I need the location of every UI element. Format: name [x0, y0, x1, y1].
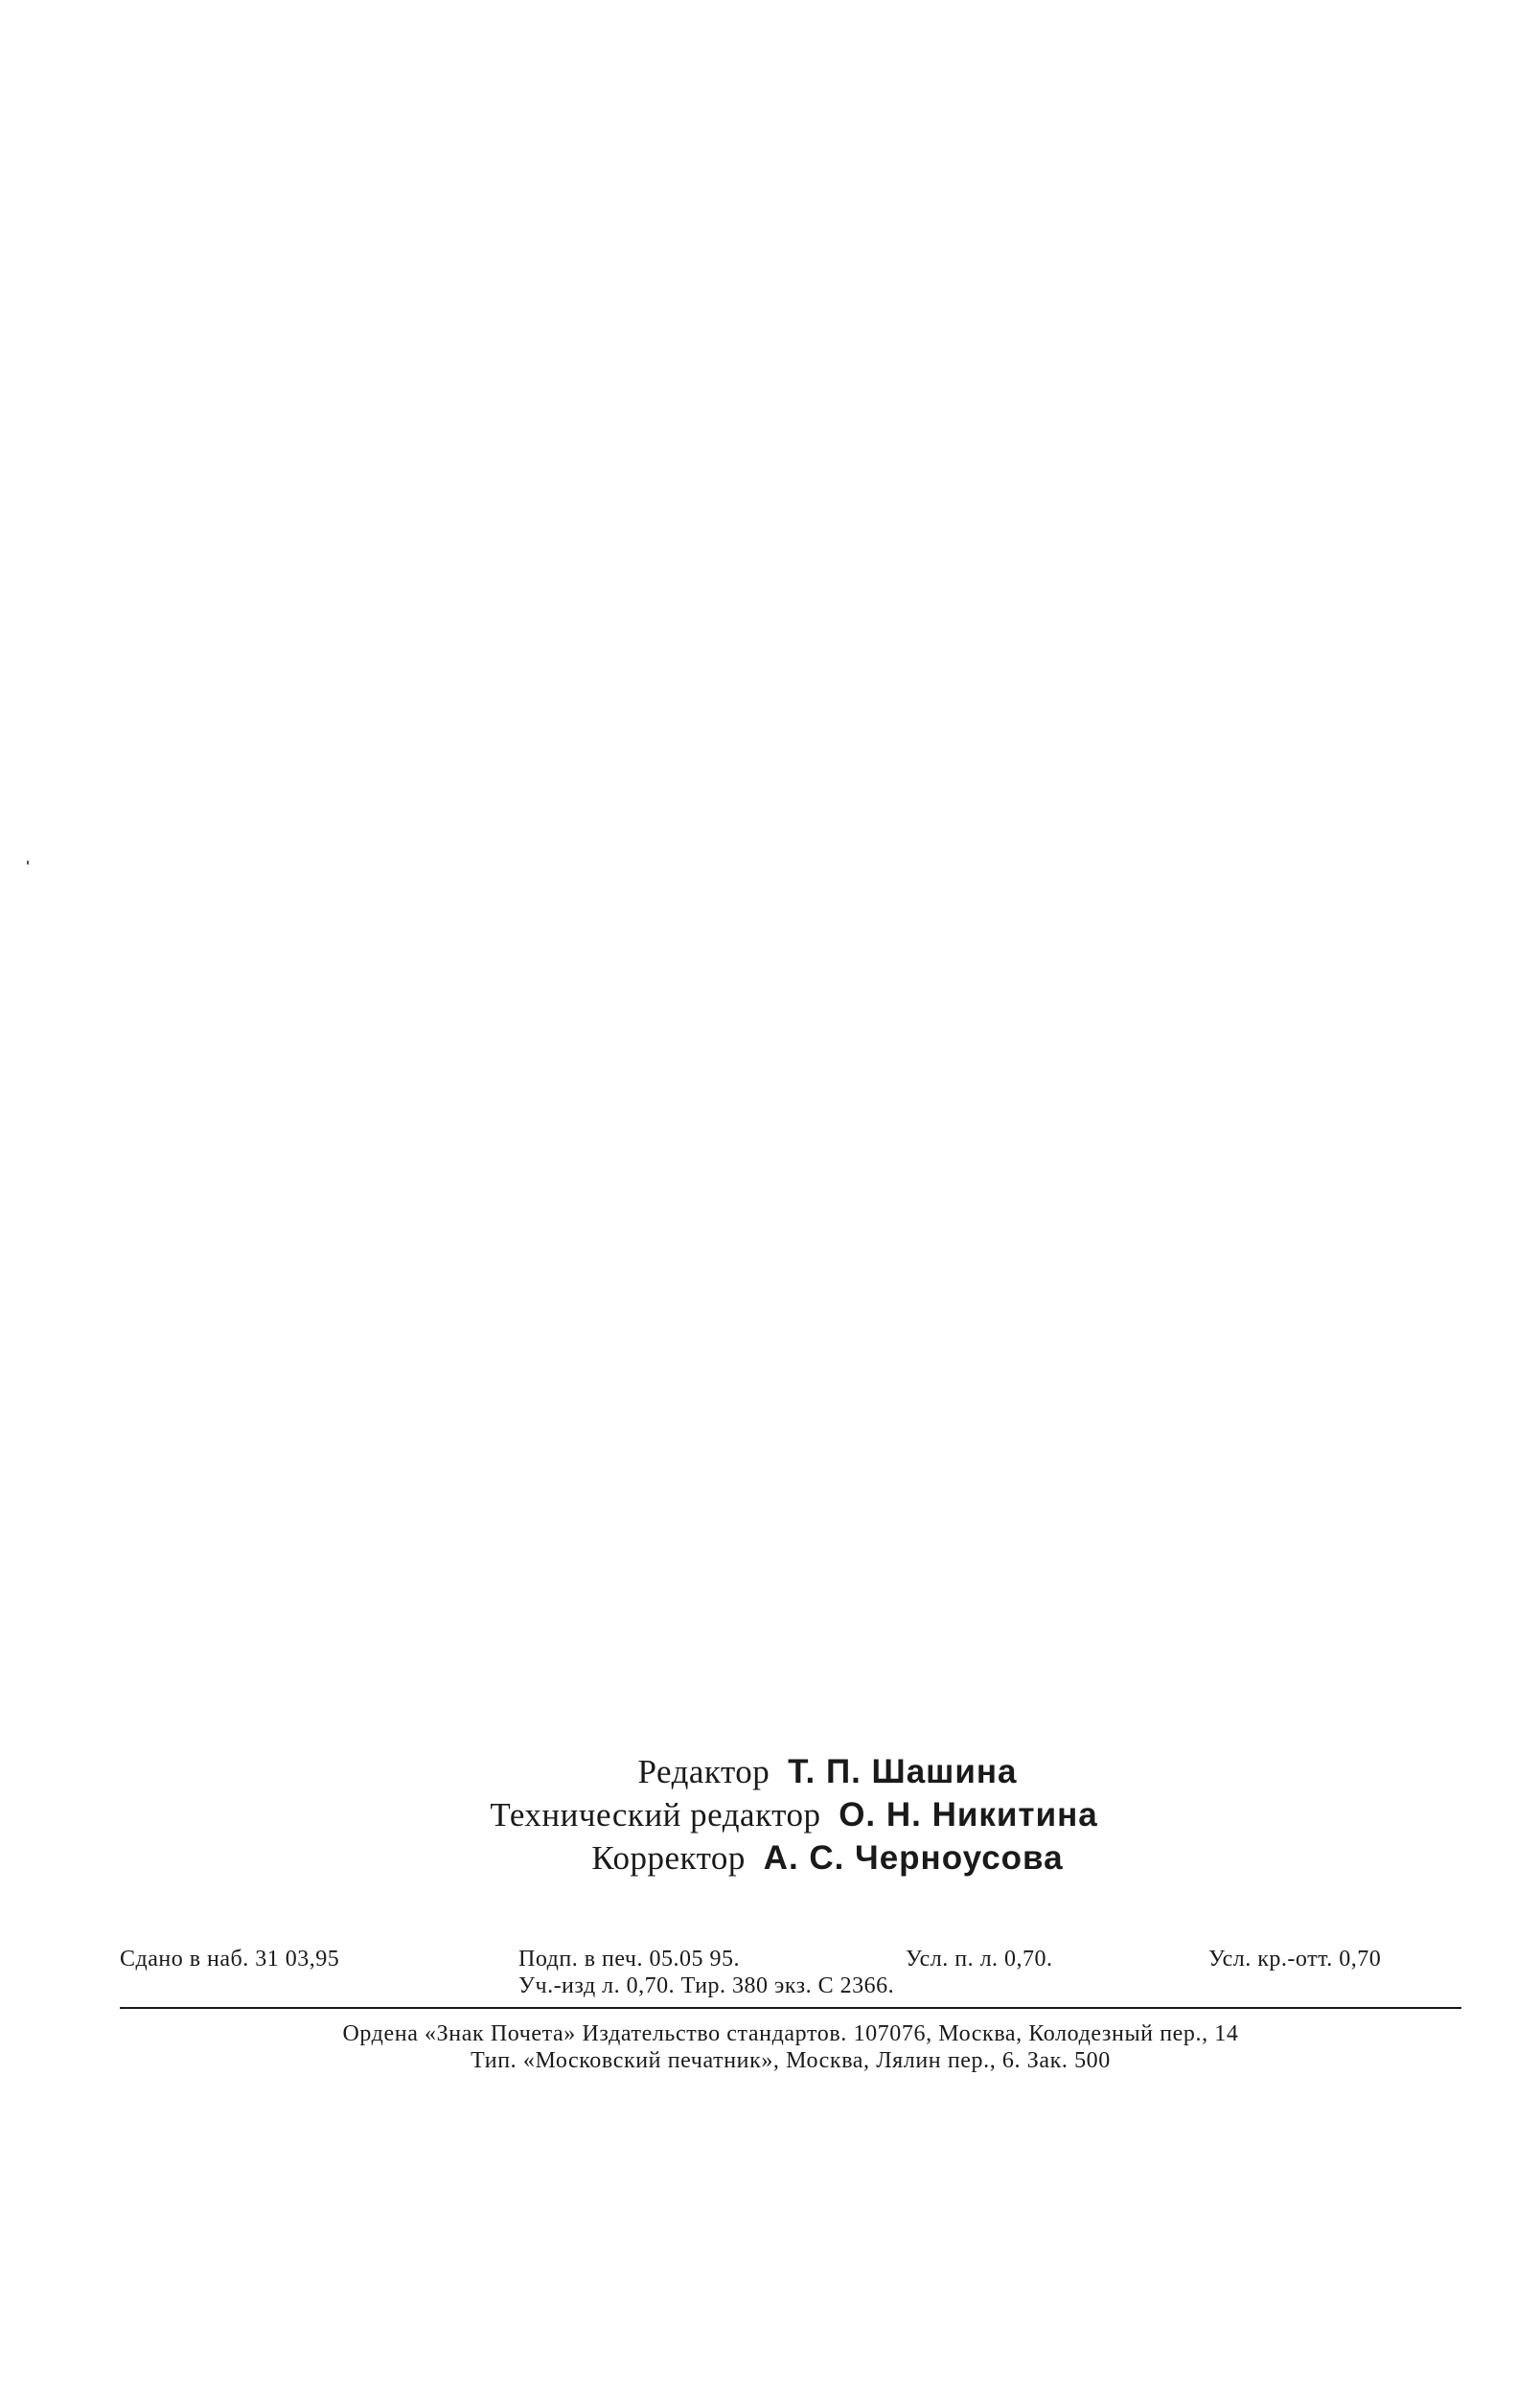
print-sheets: Усл. п. л. 0,70.	[906, 1947, 1053, 1972]
imprint-row-2	[120, 1972, 1461, 1999]
editor-role: Редактор	[637, 1753, 770, 1790]
publisher-info	[120, 2020, 1461, 2074]
publishing-sheets-circulation: Уч.-изд л. 0,70. Тир. 380 экз. С 2366.	[518, 1973, 895, 1998]
print-imprint	[120, 1946, 1461, 1999]
proofreader-credit	[0, 1836, 1540, 1880]
signed-to-print: Подп. в печ. 05.05 95.	[518, 1947, 740, 1972]
submitted-date: Сдано в наб. 31 03,95	[120, 1947, 340, 1972]
editor-name: Т. П. Шашина	[788, 1753, 1018, 1790]
divider-rule	[120, 2007, 1461, 2009]
publisher-line: Ордена «Знак Почета» Издательство стандартов. 107076, Москва, Колодезный пер., 14	[342, 2021, 1239, 2046]
color-prints: Усл. кр.-отт. 0,70	[1208, 1947, 1382, 1972]
editor-credit	[0, 1750, 1540, 1793]
scan-speck	[27, 861, 29, 865]
tech-editor-name: О. Н. Никитина	[839, 1796, 1098, 1834]
proofreader-name: А. С. Черноусова	[763, 1839, 1064, 1877]
tech-editor-credit	[0, 1793, 1540, 1836]
editorial-credits	[0, 1750, 1540, 1880]
proofreader-role: Корректор	[591, 1839, 746, 1877]
tech-editor-role: Технический редактор	[490, 1796, 821, 1834]
printing-house-line: Тип. «Московский печатник», Москва, Лялин пер., 6. Зак. 500	[471, 2048, 1111, 2073]
imprint-row-1	[120, 1946, 1461, 1972]
